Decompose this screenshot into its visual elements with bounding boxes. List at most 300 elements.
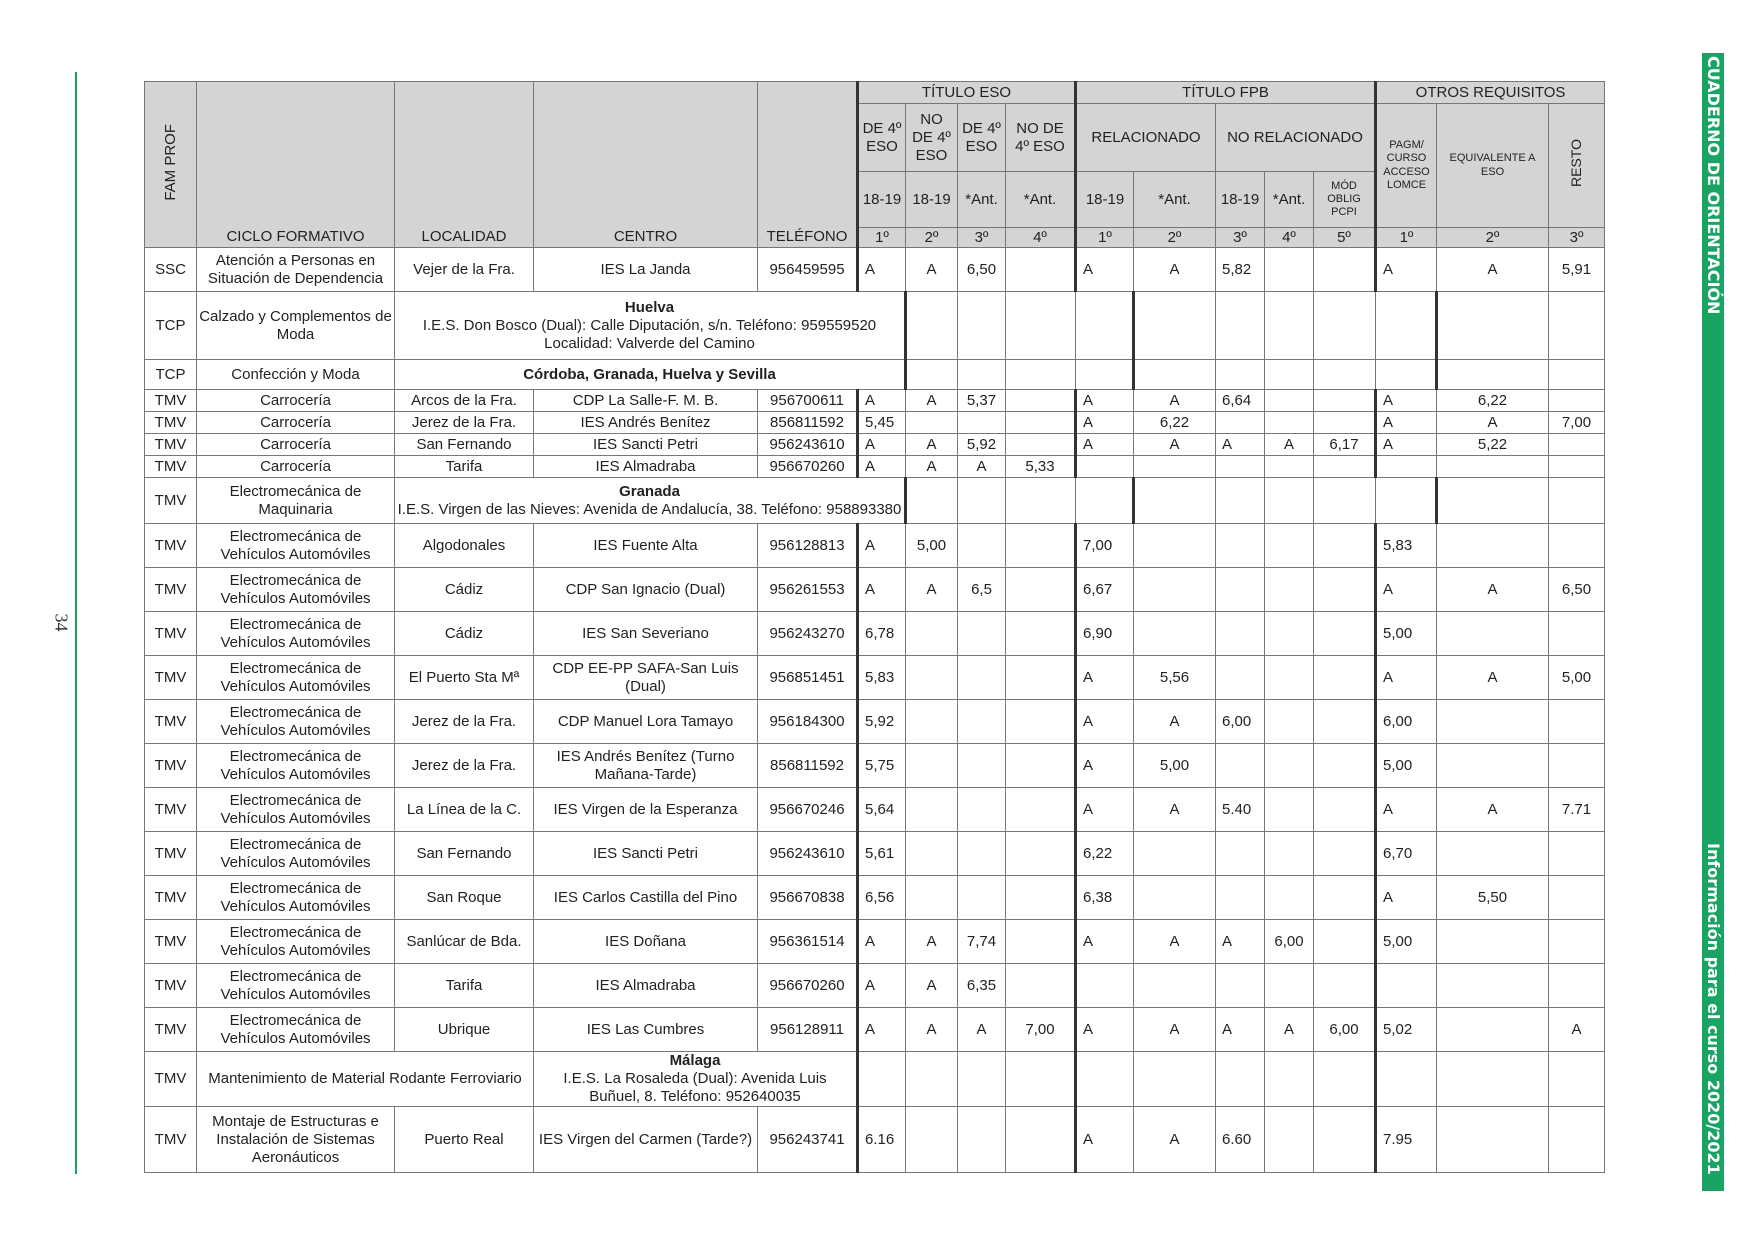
telefono-cell: 956851451 [758, 656, 858, 700]
value-cell: A [906, 434, 958, 456]
value-cell [1549, 744, 1605, 788]
value-cell: 5,61 [858, 832, 906, 876]
value-cell: A [1134, 1008, 1216, 1052]
ciclo-cell: Electromecánica de Maquinaria [197, 478, 395, 524]
localidad-cell: San Fernando [395, 434, 534, 456]
value-cell [1134, 612, 1216, 656]
value-cell: 6.60 [1216, 1107, 1265, 1173]
header-centro: CENTRO [534, 82, 758, 248]
value-cell [858, 1052, 906, 1107]
value-cell [1134, 456, 1216, 478]
value-cell [1314, 478, 1376, 524]
value-cell: A [1549, 1008, 1605, 1052]
value-cell [1216, 656, 1265, 700]
value-cell: 6,17 [1314, 434, 1376, 456]
ciclo-cell: Mantenimiento de Material Rodante Ferroviario [197, 1052, 534, 1107]
header-relacionado: RELACIONADO [1076, 104, 1216, 172]
localidad-cell: Arcos de la Fra. [395, 390, 534, 412]
fam-prof-cell: TMV [145, 744, 197, 788]
value-cell: 5,75 [858, 744, 906, 788]
value-cell [1134, 292, 1216, 360]
header-num: 1º [858, 228, 906, 248]
value-cell [906, 360, 958, 390]
value-cell [1265, 876, 1314, 920]
header-eso-ant1: *Ant. [958, 172, 1006, 228]
centro-cell: IES Sancti Petri [534, 434, 758, 456]
ciclo-cell: Carrocería [197, 412, 395, 434]
value-cell: A [1437, 656, 1549, 700]
value-cell: 6,78 [858, 612, 906, 656]
value-cell [1216, 524, 1265, 568]
value-cell [1006, 876, 1076, 920]
value-cell: 6,64 [1216, 390, 1265, 412]
ciclo-cell: Carrocería [197, 456, 395, 478]
value-cell [1549, 1052, 1605, 1107]
value-cell [1314, 568, 1376, 612]
value-cell: A [1134, 390, 1216, 412]
table-row [145, 920, 1605, 964]
centro-cell: IES Carlos Castilla del Pino [534, 876, 758, 920]
value-cell [1216, 964, 1265, 1008]
value-cell [1314, 832, 1376, 876]
value-cell [958, 524, 1006, 568]
table-row [145, 524, 1605, 568]
telefono-cell: 956243610 [758, 434, 858, 456]
value-cell [906, 478, 958, 524]
centro-cell: CDP San Ignacio (Dual) [534, 568, 758, 612]
value-cell [1006, 656, 1076, 700]
value-cell [1437, 612, 1549, 656]
value-cell [1134, 524, 1216, 568]
ciclo-cell: Electromecánica de Vehículos Automóviles [197, 832, 395, 876]
fam-prof-cell: TMV [145, 876, 197, 920]
value-cell [1265, 292, 1314, 360]
value-cell [1006, 568, 1076, 612]
value-cell: 6,50 [958, 248, 1006, 292]
telefono-cell: 956670838 [758, 876, 858, 920]
value-cell: 5,33 [1006, 456, 1076, 478]
value-cell [1265, 700, 1314, 744]
value-cell: 6,00 [1314, 1008, 1376, 1052]
value-cell: 6,56 [858, 876, 906, 920]
header-no-relacionado: NO RELACIONADO [1216, 104, 1376, 172]
value-cell [1265, 390, 1314, 412]
value-cell: A [906, 1008, 958, 1052]
value-cell: A [1076, 656, 1134, 700]
telefono-cell: 956128911 [758, 1008, 858, 1052]
header-num: 4º [1265, 228, 1314, 248]
value-cell [1314, 390, 1376, 412]
value-cell: A [1134, 248, 1216, 292]
value-cell [958, 292, 1006, 360]
localidad-cell: El Puerto Sta Mª [395, 656, 534, 700]
value-cell: 7.71 [1549, 788, 1605, 832]
value-cell [1437, 920, 1549, 964]
value-cell: 5,50 [1437, 876, 1549, 920]
value-cell: A [1076, 248, 1134, 292]
table-row [145, 292, 1605, 360]
value-cell [1314, 292, 1376, 360]
value-cell [1134, 478, 1216, 524]
header-num: 2º [1134, 228, 1216, 248]
region-name: Huelva [624, 298, 675, 316]
value-cell [1437, 700, 1549, 744]
value-cell [1437, 832, 1549, 876]
value-cell [1314, 700, 1376, 744]
value-cell [906, 788, 958, 832]
header-mod-oblig: MÓD OBLIG PCPI [1314, 172, 1376, 228]
value-cell: 5,92 [858, 700, 906, 744]
table-row [145, 964, 1605, 1008]
value-cell: 5,37 [958, 390, 1006, 412]
value-cell [1265, 744, 1314, 788]
fam-prof-cell: TMV [145, 1107, 197, 1173]
fam-prof-cell: TMV [145, 478, 197, 524]
fam-prof-cell: TMV [145, 656, 197, 700]
region-name: Córdoba, Granada, Huelva y Sevilla [523, 365, 776, 383]
value-cell: 6,5 [958, 568, 1006, 612]
header-num: 1º [1376, 228, 1437, 248]
value-cell [1006, 612, 1076, 656]
value-cell [1437, 964, 1549, 1008]
localidad-cell: Sanlúcar de Bda. [395, 920, 534, 964]
value-cell [906, 744, 958, 788]
value-cell [1076, 292, 1134, 360]
localidad-cell: Algodonales [395, 524, 534, 568]
value-cell [1265, 360, 1314, 390]
value-cell [1549, 832, 1605, 876]
ciclo-cell: Electromecánica de Vehículos Automóviles [197, 656, 395, 700]
header-eso-y2: 18-19 [906, 172, 958, 228]
value-cell: 5,00 [1376, 920, 1437, 964]
value-cell [906, 876, 958, 920]
value-cell: A [1134, 788, 1216, 832]
localidad-cell: Puerto Real [395, 1107, 534, 1173]
fam-prof-cell: TMV [145, 920, 197, 964]
value-cell [1006, 412, 1076, 434]
value-cell: A [858, 1008, 906, 1052]
ciclo-cell: Calzado y Complementos de Moda [197, 292, 395, 360]
value-cell: 5,82 [1216, 248, 1265, 292]
value-cell [906, 612, 958, 656]
value-cell: 6,70 [1376, 832, 1437, 876]
value-cell [906, 1052, 958, 1107]
value-cell [1314, 920, 1376, 964]
value-cell [1314, 456, 1376, 478]
value-cell [1265, 456, 1314, 478]
centro-cell: IES Almadraba [534, 964, 758, 1008]
localidad-cell: Cádiz [395, 568, 534, 612]
value-cell [1314, 412, 1376, 434]
value-cell: 5,64 [858, 788, 906, 832]
value-cell: A [906, 964, 958, 1008]
value-cell [1549, 524, 1605, 568]
value-cell [958, 412, 1006, 434]
value-cell [1006, 700, 1076, 744]
centro-cell: CDP Manuel Lora Tamayo [534, 700, 758, 744]
fam-prof-cell: TMV [145, 434, 197, 456]
value-cell: A [1376, 390, 1437, 412]
value-cell: 6,00 [1216, 700, 1265, 744]
value-cell [1076, 1052, 1134, 1107]
value-cell [1006, 360, 1076, 390]
ciclo-cell: Montaje de Estructuras e Instalación de Sistemas Aeronáuticos [197, 1107, 395, 1173]
value-cell [1376, 456, 1437, 478]
value-cell [1216, 360, 1265, 390]
value-cell: A [1376, 568, 1437, 612]
value-cell: A [958, 1008, 1006, 1052]
value-cell: 7,74 [958, 920, 1006, 964]
value-cell [1314, 788, 1376, 832]
value-cell: A [858, 434, 906, 456]
value-cell [958, 832, 1006, 876]
header-fpb-y2: 18-19 [1216, 172, 1265, 228]
value-cell: 6,90 [1076, 612, 1134, 656]
value-cell [1006, 292, 1076, 360]
header-equivalente: EQUIVALENTE A ESO [1437, 104, 1549, 228]
value-cell: 6,50 [1549, 568, 1605, 612]
value-cell [1134, 1052, 1216, 1107]
value-cell: A [1216, 434, 1265, 456]
header-ciclo: CICLO FORMATIVO [197, 82, 395, 248]
value-cell [1549, 434, 1605, 456]
fam-prof-cell: SSC [145, 248, 197, 292]
value-cell [1216, 412, 1265, 434]
value-cell [1549, 360, 1605, 390]
telefono-cell: 956184300 [758, 700, 858, 744]
value-cell: A [1076, 390, 1134, 412]
value-cell: 5,22 [1437, 434, 1549, 456]
value-cell [1549, 292, 1605, 360]
value-cell [1549, 390, 1605, 412]
telefono-cell: 956261553 [758, 568, 858, 612]
table-row [145, 788, 1605, 832]
value-cell [1437, 1052, 1549, 1107]
value-cell [1265, 788, 1314, 832]
fam-prof-cell: TMV [145, 568, 197, 612]
value-cell: 5,91 [1549, 248, 1605, 292]
value-cell [1376, 478, 1437, 524]
fam-prof-cell: TMV [145, 1008, 197, 1052]
value-cell [1549, 1107, 1605, 1173]
localidad-cell: San Roque [395, 876, 534, 920]
fam-prof-cell: TMV [145, 700, 197, 744]
value-cell: A [1134, 700, 1216, 744]
value-cell [1265, 1052, 1314, 1107]
table-row [145, 412, 1605, 434]
localidad-cell: Cádiz [395, 612, 534, 656]
value-cell: 6,22 [1437, 390, 1549, 412]
value-cell [1006, 744, 1076, 788]
value-cell [1376, 964, 1437, 1008]
value-cell [1006, 788, 1076, 832]
table-row [145, 744, 1605, 788]
telefono-cell: 956243741 [758, 1107, 858, 1173]
value-cell [1006, 434, 1076, 456]
fam-prof-cell: TCP [145, 292, 197, 360]
value-cell: 6,00 [1376, 700, 1437, 744]
value-cell [1006, 390, 1076, 412]
value-cell: A [958, 456, 1006, 478]
ciclo-cell: Electromecánica de Vehículos Automóviles [197, 964, 395, 1008]
localidad-cell: Jerez de la Fra. [395, 744, 534, 788]
value-cell: A [1376, 248, 1437, 292]
header-num: 3º [1549, 228, 1605, 248]
value-cell [1006, 1052, 1076, 1107]
value-cell [906, 656, 958, 700]
value-cell [1549, 612, 1605, 656]
value-cell [1437, 1008, 1549, 1052]
value-cell [1265, 964, 1314, 1008]
telefono-cell: 956670260 [758, 964, 858, 1008]
value-cell [1216, 478, 1265, 524]
value-cell [906, 832, 958, 876]
telefono-cell: 956361514 [758, 920, 858, 964]
value-cell [1216, 612, 1265, 656]
localidad-cell: Jerez de la Fra. [395, 700, 534, 744]
value-cell [1134, 568, 1216, 612]
value-cell: 5,83 [1376, 524, 1437, 568]
ciclos-table [144, 81, 1605, 1173]
value-cell: 6,35 [958, 964, 1006, 1008]
header-pagm: PAGM/ CURSO ACCESO LOMCE [1376, 104, 1437, 228]
centro-cell: IES La Janda [534, 248, 758, 292]
value-cell [1437, 360, 1549, 390]
centro-cell: IES Andrés Benítez (Turno Mañana-Tarde) [534, 744, 758, 788]
localidad-cell: Vejer de la Fra. [395, 248, 534, 292]
value-cell: A [1216, 920, 1265, 964]
value-cell: A [858, 964, 906, 1008]
fam-prof-cell: TMV [145, 412, 197, 434]
region-info-cell [395, 292, 906, 360]
table-row [145, 1052, 1605, 1107]
ciclo-cell: Carrocería [197, 390, 395, 412]
value-cell: 5,83 [858, 656, 906, 700]
value-cell: A [1376, 788, 1437, 832]
header-num: 1º [1076, 228, 1134, 248]
value-cell [1076, 360, 1134, 390]
header-num: 5º [1314, 228, 1376, 248]
value-cell [1006, 920, 1076, 964]
table-row [145, 612, 1605, 656]
centro-cell: IES Virgen del Carmen (Tarde?) [534, 1107, 758, 1173]
value-cell [1134, 832, 1216, 876]
value-cell: A [1376, 412, 1437, 434]
header-telefono: TELÉFONO [758, 82, 858, 248]
ciclo-cell: Atención a Personas en Situación de Dependencia [197, 248, 395, 292]
header-titulo-fpb: TÍTULO FPB [1076, 82, 1376, 104]
value-cell: 5,92 [958, 434, 1006, 456]
centro-cell: IES Virgen de la Esperanza [534, 788, 758, 832]
header-eso-de4-ant: DE 4º ESO [958, 104, 1006, 172]
value-cell: 6.16 [858, 1107, 906, 1173]
value-cell: 5,56 [1134, 656, 1216, 700]
value-cell [1314, 656, 1376, 700]
value-cell [1265, 412, 1314, 434]
value-cell: A [1376, 656, 1437, 700]
value-cell: A [1216, 1008, 1265, 1052]
table-body [145, 248, 1605, 1173]
ciclo-cell: Electromecánica de Vehículos Automóviles [197, 920, 395, 964]
value-cell [1265, 568, 1314, 612]
value-cell: A [858, 248, 906, 292]
value-cell [1314, 524, 1376, 568]
value-cell: 5,00 [906, 524, 958, 568]
header-fpb-ant2: *Ant. [1265, 172, 1314, 228]
table-row [145, 478, 1605, 524]
header-otros: OTROS REQUISITOS [1376, 82, 1605, 104]
value-cell [1216, 832, 1265, 876]
value-cell [1265, 1107, 1314, 1173]
value-cell: A [1076, 744, 1134, 788]
value-cell: 6,38 [1076, 876, 1134, 920]
centro-cell: IES Doñana [534, 920, 758, 964]
header-eso-y1: 18-19 [858, 172, 906, 228]
value-cell [906, 412, 958, 434]
header-num: 3º [1216, 228, 1265, 248]
value-cell: 5,00 [1376, 612, 1437, 656]
centro-cell: CDP La Salle-F. M. B. [534, 390, 758, 412]
header-fam-prof: FAM PROF [145, 82, 197, 248]
value-cell: 7,00 [1076, 524, 1134, 568]
telefono-cell: 856811592 [758, 744, 858, 788]
value-cell: A [858, 920, 906, 964]
ciclo-cell: Electromecánica de Vehículos Automóviles [197, 876, 395, 920]
value-cell: A [906, 390, 958, 412]
fam-prof-cell: TMV [145, 390, 197, 412]
value-cell [1006, 478, 1076, 524]
table-row [145, 360, 1605, 390]
value-cell [1265, 478, 1314, 524]
fam-prof-cell: TMV [145, 1052, 197, 1107]
value-cell: 5.40 [1216, 788, 1265, 832]
value-cell [958, 1052, 1006, 1107]
value-cell [1314, 876, 1376, 920]
centro-cell: IES Sancti Petri [534, 832, 758, 876]
value-cell [1006, 964, 1076, 1008]
page-number: 34 [51, 613, 72, 632]
value-cell [1006, 1107, 1076, 1173]
ciclo-cell: Electromecánica de Vehículos Automóviles [197, 568, 395, 612]
side-subtitle: Información para el curso 2020/2021 [1704, 843, 1723, 1175]
centro-cell: IES Fuente Alta [534, 524, 758, 568]
ciclo-cell: Electromecánica de Vehículos Automóviles [197, 788, 395, 832]
value-cell [958, 700, 1006, 744]
fam-prof-cell: TMV [145, 456, 197, 478]
value-cell [958, 788, 1006, 832]
ciclo-cell: Electromecánica de Vehículos Automóviles [197, 744, 395, 788]
region-name: Granada [619, 482, 680, 500]
value-cell [1134, 360, 1216, 390]
value-cell [1437, 478, 1549, 524]
value-cell [958, 478, 1006, 524]
value-cell [1437, 524, 1549, 568]
header-eso-de4: DE 4º ESO [858, 104, 906, 172]
centro-cell: IES Andrés Benítez [534, 412, 758, 434]
header-num: 3º [958, 228, 1006, 248]
value-cell: A [1437, 412, 1549, 434]
value-cell [1549, 920, 1605, 964]
fam-prof-cell: TMV [145, 612, 197, 656]
value-cell: A [1076, 700, 1134, 744]
value-cell [1437, 1107, 1549, 1173]
value-cell: A [858, 456, 906, 478]
value-cell: 6,00 [1265, 920, 1314, 964]
value-cell [1314, 248, 1376, 292]
value-cell [1265, 832, 1314, 876]
value-cell: A [1076, 1008, 1134, 1052]
fam-prof-cell: TMV [145, 524, 197, 568]
